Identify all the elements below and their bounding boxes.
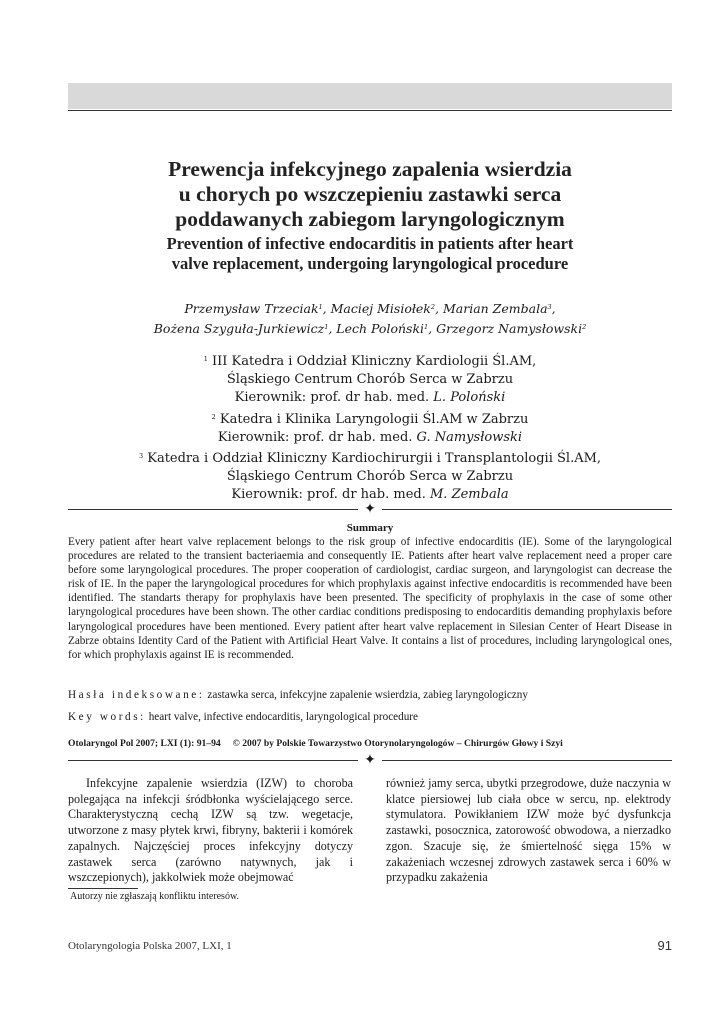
- author-line: Bożena Szyguła-Jurkiewicz$^1$, Lech Poloński$^1$, Grzegorz Namysłowski$^2$: [153, 321, 587, 336]
- head-prefix: Kierownik: prof. dr hab. med.: [217, 429, 413, 445]
- title-block: [68, 157, 672, 273]
- head-prefix: Kierownik: prof. dr hab. med.: [234, 390, 430, 406]
- title-english: [68, 234, 672, 273]
- title-polish: [68, 157, 672, 232]
- author-name: Grzegorz Namysłowski: [436, 321, 583, 336]
- divider-line-left: [68, 760, 358, 761]
- affiliation-head: [68, 389, 672, 407]
- title-english-line: Prevention of infective endocarditis in patients after heart: [166, 234, 574, 253]
- summary-heading: Summary: [346, 522, 394, 534]
- keywords-english-label: Key words:: [68, 711, 146, 723]
- divider-line-right: [382, 760, 672, 761]
- affiliation-line: Śląskiego Centrum Chorób Serca w Zabrzu: [226, 469, 514, 485]
- keywords-polish-text: zastawka serca, infekcyjne zapalenie wsierdzia, zabieg laryngologiczny: [207, 689, 528, 701]
- divider-line-left: [68, 509, 358, 510]
- affiliation-text: Katedra i Oddział Kliniczny Kardiochirurgii i Transplantologii Śl.AM,: [147, 451, 602, 467]
- affiliation-line: [68, 408, 672, 429]
- author-name: Bożena Szyguła-Jurkiewicz: [153, 321, 325, 336]
- author-line: Przemysław Trzeciak$^1$, Maciej Misiołek$^2$, Marian Zembala$^3$,: [184, 301, 556, 316]
- author-affil-marker: 2: [430, 303, 436, 311]
- head-prefix: Kierownik: prof. dr hab. med.: [231, 487, 426, 503]
- keywords-polish-label: Hasła indeksowane:: [68, 689, 205, 701]
- footnote: Autorzy nie zgłaszają konfliktu interesów.: [70, 891, 240, 902]
- affiliation-line: [68, 447, 672, 468]
- page-number: 91: [657, 938, 672, 953]
- keywords-english: [68, 711, 672, 723]
- author-affil-marker: 3: [547, 303, 552, 311]
- title-polish-line: u chorych po wszczepieniu zastawki serca: [178, 182, 562, 206]
- author-name: Maciej Misiołek: [330, 301, 431, 316]
- affiliation-line: [68, 350, 672, 371]
- affiliation-marker: 2: [211, 412, 216, 421]
- divider-star-icon: ✦: [364, 752, 376, 768]
- author-affil-marker: 1: [318, 303, 323, 311]
- section-divider: [68, 752, 672, 768]
- author-affil-marker: 1: [324, 323, 329, 331]
- head-name: L. Poloński: [433, 390, 506, 406]
- affiliation-text: III Katedra i Oddział Kliniczny Kardiologii Śl.AM,: [211, 354, 537, 369]
- header-band: [68, 83, 672, 109]
- citation-line: Otolaryngol Pol 2007; LXI (1): 91–94 © 2007 by Polskie Towarzystwo Otorynolaryngologów – Chirurgów Głowy i Szyi: [68, 738, 563, 749]
- head-name: G. Namysłowski: [416, 429, 523, 445]
- author-name: Marian Zembala: [442, 301, 548, 316]
- keywords-polish: [68, 689, 672, 701]
- title-english-line: valve replacement, undergoing laryngological procedure: [171, 253, 569, 273]
- title-polish-line: Prewencja infekcyjnego zapalenia wsierdzia: [168, 157, 572, 181]
- author-affil-marker: 2: [582, 323, 587, 331]
- author-list: [68, 298, 672, 338]
- body-column-right: również jamy serca, ubytki przegrodowe, duże naczynia w klatce piersiowej lub ciała obce w sercu, np. elektrody stymulatora. Powikłaniem IZW może być dysfunkcja zastawki, posocznica, zatorowość obwodowa, a nierzadko zgon. Szacuje się, że śmiertelność sięga 15% w zakażeniach wczesnej zdrowych zastawek serca i 60% w przypadku zakażenia: [386, 776, 671, 885]
- journal-footer: Otolaryngologia Polska 2007, LXI, 1: [68, 940, 232, 952]
- affiliation-marker: 3: [138, 452, 144, 461]
- affiliation-line: Śląskiego Centrum Chorób Serca w Zabrzu: [226, 372, 514, 388]
- summary-text: Every patient after heart valve replacement belongs to the risk group of infective endocarditis (IE). Some of the laryngological procedures are related to the transient bacteriaemia and consequently IE. Patients after heart valve replacement need a proper care before some laryngological procedures. The proper cooperation of cardiologist, cardiac surgeon, and laryngologist can decrease the risk of IE. In the paper the laryngological procedures for which prophylaxis against infective endocarditis is recommended have been identified. The standarts therapy for prophylaxis have been presented. The specificity of prophylaxis in the case of some other laryngological procedures have been shown. The other cardiac conditions predisposing to endocarditis demanding prophylaxis before laryngological procedures have been mentioned. Every patient after heart valve replacement in Silesian Center of Heart Disease in Zabrze obtains Identity Card of the Patient with Artificial Heart Valve. It contains a list of procedures, including laryngological ones, for which prophylaxis against IE is recommended.: [68, 536, 672, 661]
- affiliation-head: [68, 429, 672, 447]
- divider-line-right: [382, 509, 672, 510]
- footnote-rule: [68, 888, 138, 889]
- title-polish-line: poddawanych zabiegom laryngologicznym: [175, 207, 565, 231]
- affiliations: [68, 350, 672, 505]
- keywords-english-text: heart valve, infective endocarditis, laryngological procedure: [148, 711, 419, 723]
- header-rule: [68, 110, 672, 111]
- author-affil-marker: 1: [424, 323, 429, 331]
- section-divider: [68, 501, 672, 517]
- head-name: M. Zembala: [430, 487, 509, 503]
- author-name: Przemysław Trzeciak: [184, 301, 319, 316]
- affiliation-text: Katedra i Klinika Laryngologii Śl.AM w Zabrzu: [219, 411, 529, 427]
- affiliation-marker: 1: [203, 355, 208, 363]
- body-column-left: Infekcyjne zapalenie wsierdzia (IZW) to choroba polegająca na infekcji śródbłonka wyścielającego serce. Charakterystyczną cechą IZW są tzw. wegetacje, utworzone z masy płytek krwi, fibryny, bakterii i komórek zapalnych. Najczęściej proces infekcyjny dotyczy zastawek serca (zarówno natywnych, jak i wszczepionych), jakkolwiek może obejmować: [68, 776, 353, 885]
- divider-star-icon: ✦: [364, 501, 376, 517]
- author-name: Lech Poloński: [336, 321, 425, 336]
